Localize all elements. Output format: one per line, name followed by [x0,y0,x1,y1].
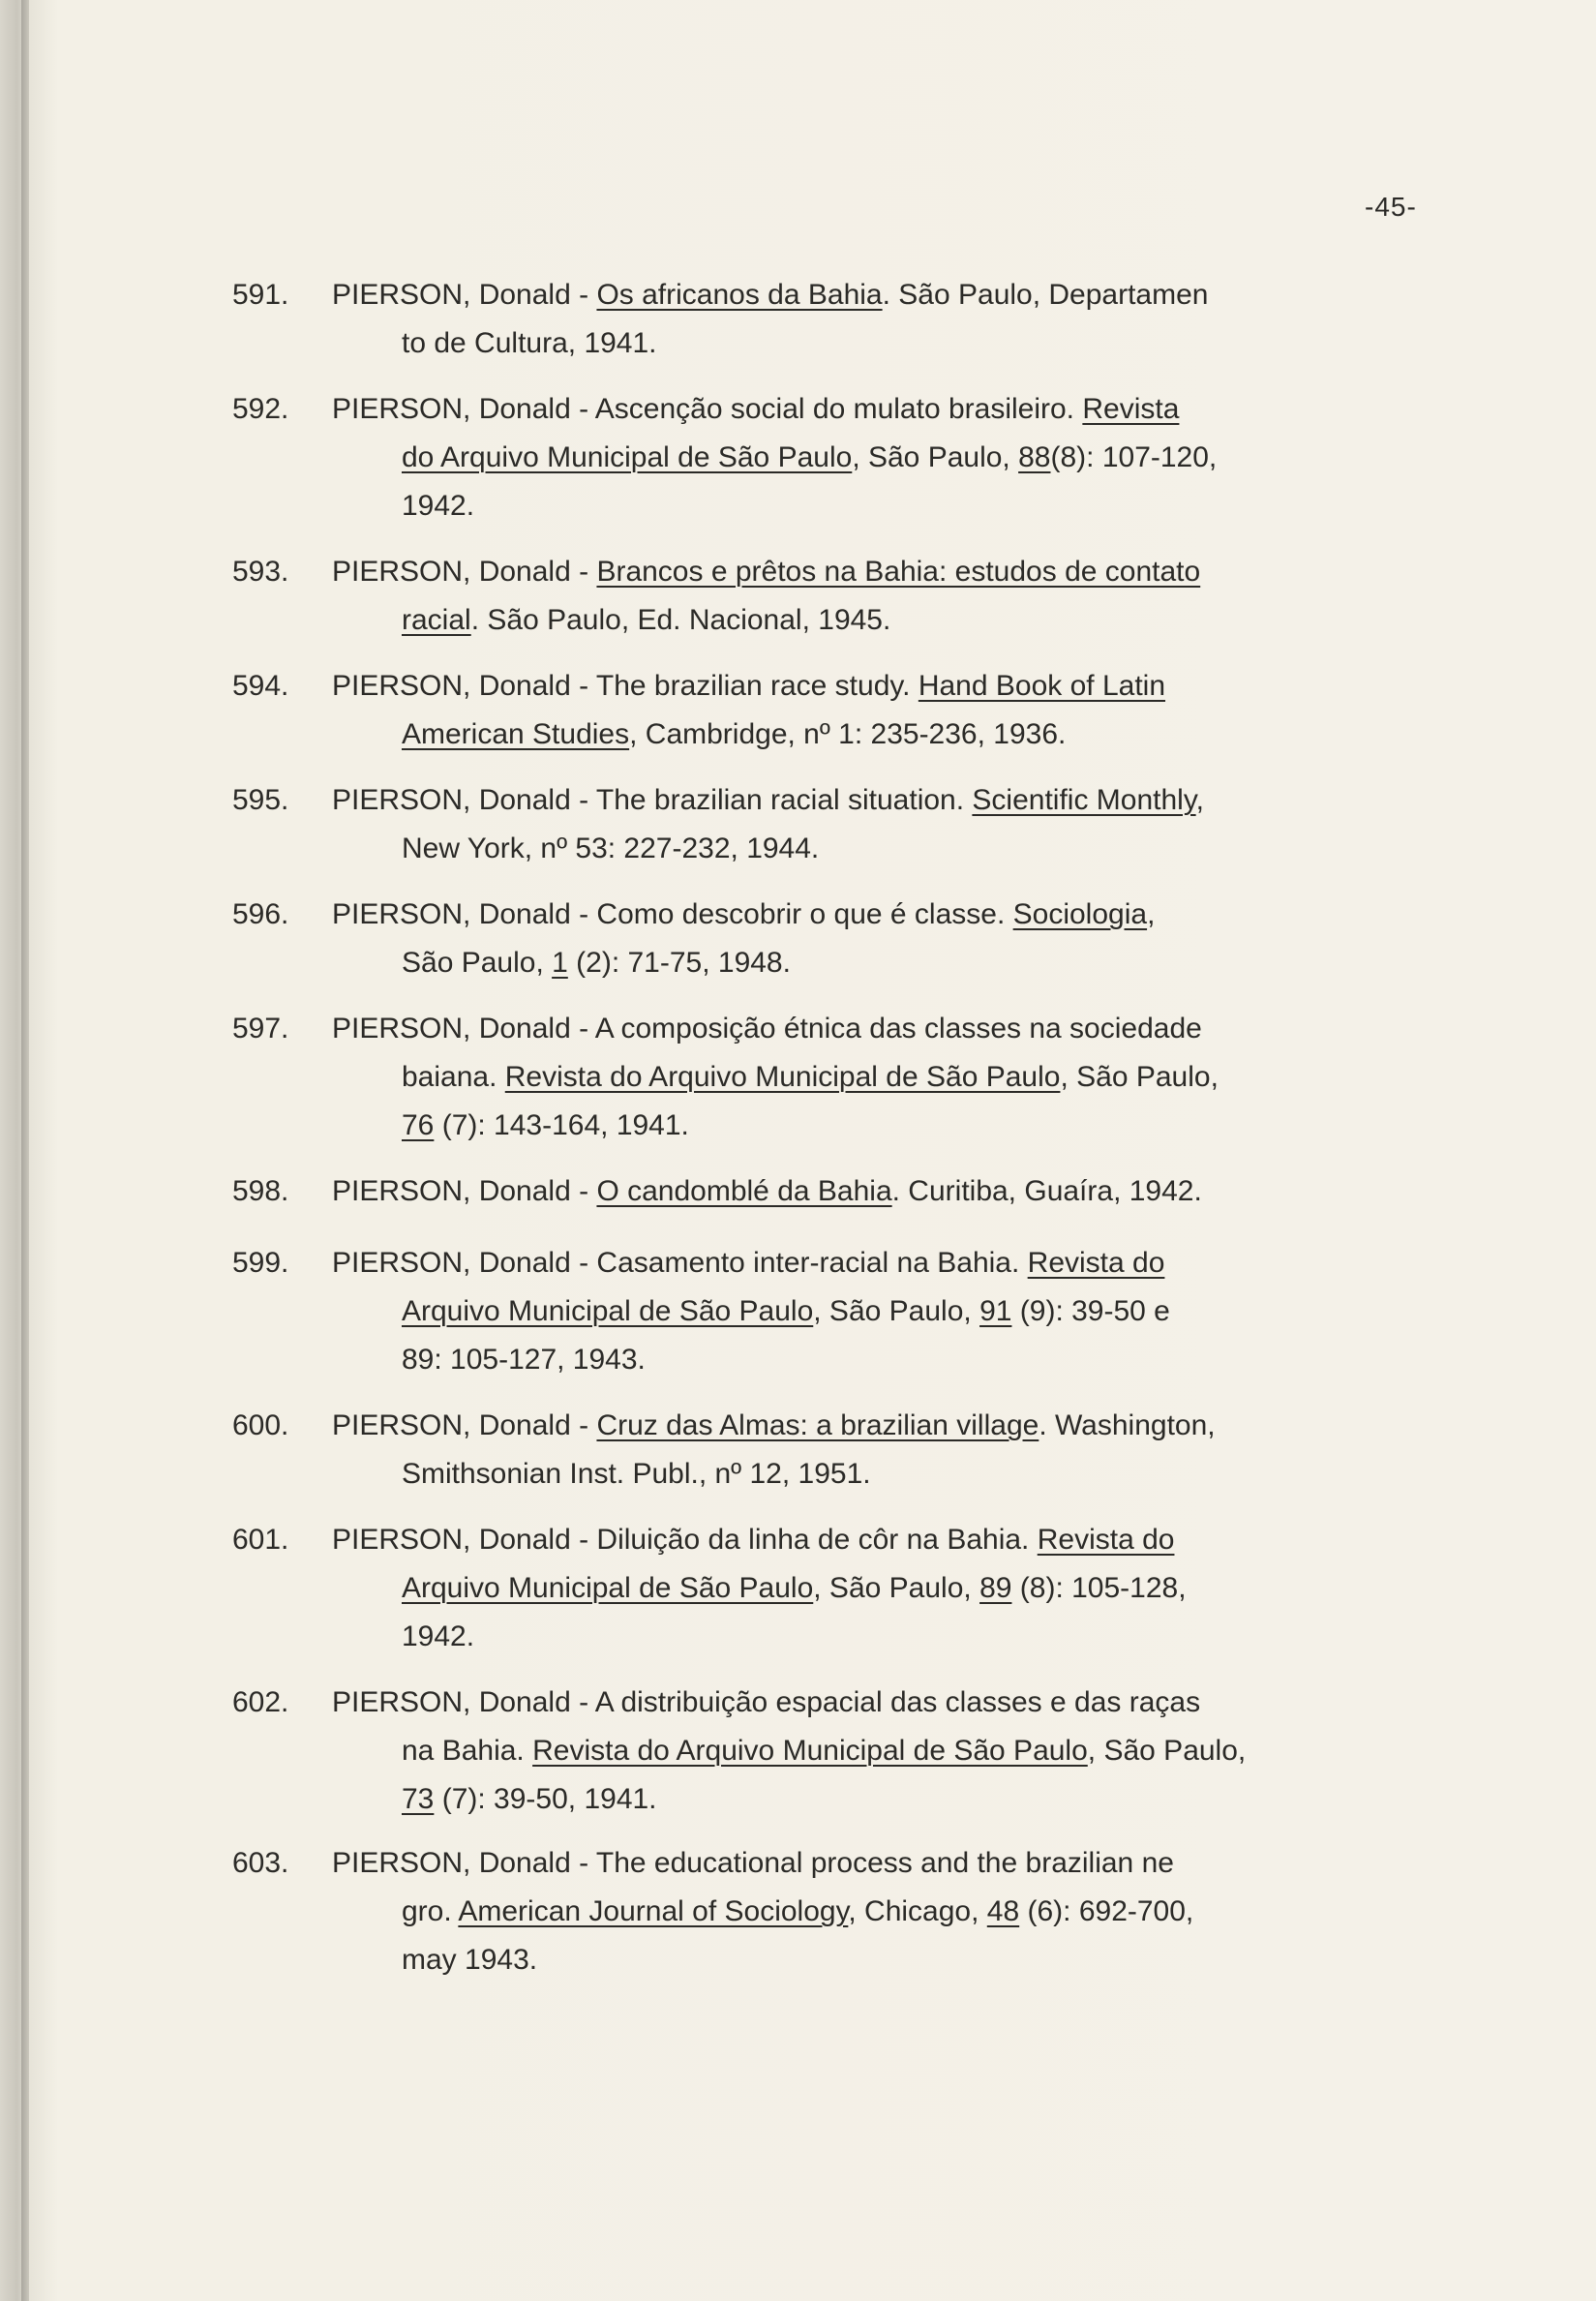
entry-number: 594. [232,670,289,702]
underlined-title: Hand Book of Latin [918,670,1166,702]
entry-text-segment: (8): 105-128, [1011,1572,1187,1604]
entry-line [332,1336,1445,1384]
entry-text [332,271,1445,368]
entry-line [332,1053,1445,1102]
entry-line [332,1005,1445,1053]
entry-text [332,1839,1445,1984]
entry-number: 601. [232,1524,289,1556]
entry-line [332,548,1445,596]
entry-line [332,385,1445,434]
entry-text-segment: . São Paulo, Departamen [882,279,1209,311]
entry-text-segment: PIERSON, Donald - [332,556,597,588]
entry-text-segment: PIERSON, Donald - A composição étnica das classes na sociedade [332,1013,1202,1045]
entry-text-segment: PIERSON, Donald - Casamento inter-racial na Bahia. [332,1247,1028,1279]
entry-text-segment: (7): 143-164, 1941. [434,1109,689,1141]
underlined-title: American Journal of Sociology [458,1895,849,1927]
entry-number: 595. [232,784,289,816]
entry-line [332,1239,1445,1287]
underlined-title: Arquivo Municipal de São Paulo [402,1572,814,1604]
entry-line [332,825,1445,873]
entry-text-segment: (7): 39-50, 1941. [434,1783,657,1815]
entry-text [332,385,1445,530]
entry-text-segment: to de Cultura, 1941. [402,327,657,359]
underlined-title: American Studies [402,718,630,750]
entry-number: 592. [232,393,289,425]
entry-line [332,1102,1445,1150]
entry-line [332,482,1445,530]
entry-line [332,776,1445,825]
entry-text [332,1005,1445,1150]
entry-text-segment: baiana. [402,1061,505,1093]
underlined-title: Cruz das Almas: a brazilian village [596,1409,1039,1441]
underlined-title: Arquivo Municipal de São Paulo [402,1295,814,1327]
underlined-title: Revista do [1027,1247,1165,1279]
entry-text-segment: may 1943. [402,1944,538,1976]
entry-text-segment: , [1147,898,1156,930]
underlined-title: 73 [402,1783,435,1815]
entry-number: 599. [232,1247,289,1279]
entry-text-segment: (6): 692-700, [1019,1895,1194,1927]
entry-text-segment: 1942. [402,1620,475,1652]
entry-line [332,596,1445,645]
entry-number: 598. [232,1175,289,1207]
underlined-title: Revista do Arquivo Municipal de São Paulo [504,1061,1061,1093]
underlined-title: 89 [979,1572,1012,1604]
entry-text-segment: . São Paulo, Ed. Nacional, 1945. [470,604,891,636]
entry-text [332,1516,1445,1661]
entry-text-segment: (8): 107-120, [1050,441,1218,473]
entry-line [332,271,1445,319]
entry-text [332,1239,1445,1384]
entry-line [332,662,1445,711]
entry-text [332,662,1445,759]
entry-number: 600. [232,1409,289,1441]
underlined-title: 76 [402,1109,435,1141]
entry-text-segment: São Paulo, [402,947,553,979]
page-number: -45- [1365,192,1417,222]
underlined-title: Os africanos da Bahia [596,279,883,311]
entry-text-segment: PIERSON, Donald - [332,1175,597,1207]
entry-line [332,1613,1445,1661]
entry-number: 591. [232,279,289,311]
entry-text-segment: PIERSON, Donald - Como descobrir o que é classe. [332,898,1013,930]
underlined-title: Revista [1082,393,1180,425]
underlined-title: Brancos e prêtos na Bahia: estudos de contato [596,556,1201,588]
entry-line [332,1167,1445,1216]
entry-text-segment: PIERSON, Donald - A distribuição espacial das classes e das raças [332,1686,1201,1718]
entry-text-segment: . Washington, [1039,1409,1216,1441]
entry-text [332,1679,1445,1824]
entry-text-segment: PIERSON, Donald - Ascenção social do mulato brasileiro. [332,393,1083,425]
entry-text-segment: na Bahia. [402,1735,533,1767]
entry-text-segment: , Chicago, [848,1895,987,1927]
entry-line [332,711,1445,759]
entry-line [332,1402,1445,1450]
entry-text-segment: PIERSON, Donald - [332,279,597,311]
entry-line [332,1287,1445,1336]
underlined-title: 1 [552,947,568,979]
entry-text-segment: (9): 39-50 e [1011,1295,1170,1327]
underlined-title: Revista do Arquivo Municipal de São Paulo [532,1735,1088,1767]
entry-text-segment: 89: 105-127, 1943. [402,1344,646,1376]
entry-text-segment: Smithsonian Inst. Publ., nº 12, 1951. [402,1458,871,1490]
entry-line [332,1839,1445,1888]
entry-text [332,1402,1445,1499]
entry-text [332,891,1445,987]
underlined-title: do Arquivo Municipal de São Paulo [402,441,853,473]
entry-text [332,548,1445,645]
entry-text-segment: . Curitiba, Guaíra, 1942. [891,1175,1202,1207]
entry-line [332,1727,1445,1775]
entry-text-segment: , São Paulo, [813,1572,980,1604]
entry-number: 602. [232,1686,289,1718]
entry-line [332,891,1445,939]
entry-text [332,1167,1445,1216]
entry-text-segment: (2): 71-75, 1948. [567,947,791,979]
entry-text-segment: , [1195,784,1204,816]
entry-text-segment: , Cambridge, nº 1: 235-236, 1936. [629,718,1067,750]
underlined-title: 48 [986,1895,1020,1927]
entry-number: 593. [232,556,289,588]
underlined-title: Revista do [1037,1524,1175,1556]
underlined-title: O candomblé da Bahia [596,1175,892,1207]
underlined-title: Scientific Monthly [972,784,1196,816]
entry-line [332,1450,1445,1499]
entry-line [332,1775,1445,1824]
entry-text-segment: New York, nº 53: 227-232, 1944. [402,833,820,864]
entry-text-segment: PIERSON, Donald - The brazilian race study. [332,670,918,702]
entry-line [332,1888,1445,1936]
entry-line [332,1516,1445,1564]
entry-number: 596. [232,898,289,930]
entry-line [332,1564,1445,1613]
entry-text-segment: , São Paulo, [1087,1735,1247,1767]
entry-text-segment: PIERSON, Donald - [332,1409,597,1441]
entry-text-segment: , São Paulo, [852,441,1019,473]
entry-text-segment: PIERSON, Donald - Diluição da linha de côr na Bahia. [332,1524,1038,1556]
entry-line [332,319,1445,368]
underlined-title: 91 [979,1295,1012,1327]
entry-line [332,1936,1445,1984]
entry-number: 603. [232,1847,289,1879]
entry-text [332,776,1445,873]
underlined-title: Sociologia [1012,898,1148,930]
entry-number: 597. [232,1013,289,1045]
entry-text-segment: , São Paulo, [1060,1061,1219,1093]
underlined-title: 88 [1018,441,1051,473]
entry-text-segment: gro. [402,1895,459,1927]
entry-text-segment: PIERSON, Donald - The brazilian racial situation. [332,784,973,816]
underlined-title: racial [402,604,471,636]
entry-line [332,939,1445,987]
entry-line [332,434,1445,482]
entry-line [332,1679,1445,1727]
entry-text-segment: , São Paulo, [813,1295,980,1327]
entry-text-segment: 1942. [402,490,475,522]
entry-text-segment: PIERSON, Donald - The educational process and the brazilian ne [332,1847,1174,1879]
